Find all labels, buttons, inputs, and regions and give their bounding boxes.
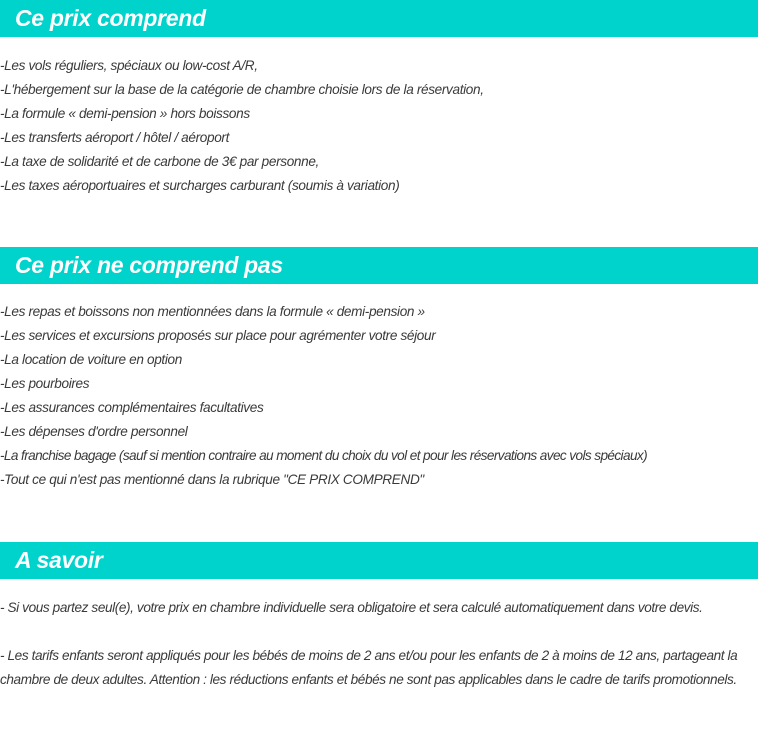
list-item: -Les repas et boissons non mentionnées dans la formule « demi-pension »: [0, 304, 425, 319]
section-header-not-included: [0, 247, 758, 284]
list-item: -La taxe de solidarité et de carbone de 3€ par personne,: [0, 154, 319, 169]
list-item: -La location de voiture en option: [0, 352, 182, 367]
section-title: A savoir: [15, 547, 103, 573]
list-item: -Les assurances complémentaires facultatives: [0, 400, 264, 415]
section-header-a-savoir: [0, 542, 758, 579]
list-item: -Les pourboires: [0, 376, 90, 391]
list-item: -Les services et excursions proposés sur place pour agrémenter votre séjour: [0, 328, 436, 343]
not-included-list: [0, 300, 647, 492]
list-item: -L'hébergement sur la base de la catégorie de chambre choisie lors de la réservation,: [0, 82, 484, 97]
info-paragraph: - Les tarifs enfants seront appliqués pour les bébés de moins de 2 ans et/ou pour les enfants de 2 à moins de 12 ans, partageant la chambre de deux adultes. Attention : les réductions enfants et bébés ne sont pas applicables dans le cadre de tarifs promotionnels.: [0, 648, 738, 687]
included-list: [0, 54, 484, 198]
list-item: -Les taxes aéroportuaires et surcharges carburant (soumis à variation): [0, 178, 400, 193]
list-item: -La franchise bagage (sauf si mention contraire au moment du choix du vol et pour les réservations avec vols spéciaux): [0, 448, 648, 463]
list-item: -Les transferts aéroport / hôtel / aéroport: [0, 130, 230, 145]
section-title: Ce prix ne comprend pas: [15, 252, 283, 278]
section-title: Ce prix comprend: [15, 5, 206, 31]
list-item: -Les vols réguliers, spéciaux ou low-cost A/R,: [0, 58, 258, 73]
list-item: -La formule « demi-pension » hors boissons: [0, 106, 250, 121]
info-paragraph: - Si vous partez seul(e), votre prix en chambre individuelle sera obligatoire et sera calculé automatiquement dans votre devis.: [0, 600, 703, 615]
list-item: -Tout ce qui n'est pas mentionné dans la rubrique "CE PRIX COMPREND": [0, 472, 424, 487]
list-item: -Les dépenses d'ordre personnel: [0, 424, 188, 439]
section-header-included: [0, 0, 758, 37]
